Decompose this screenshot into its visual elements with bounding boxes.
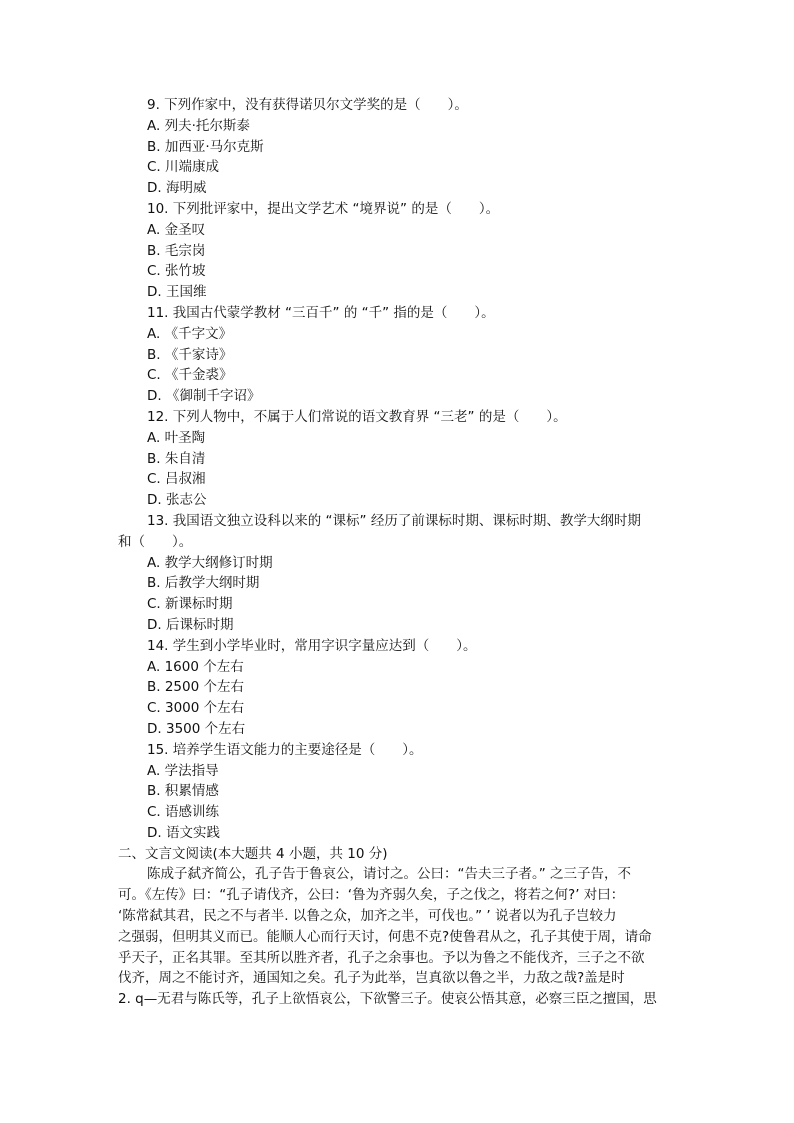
option-line: A. 金圣叹 [147,221,206,238]
option-line: A. 叶圣陶 [147,429,206,446]
option-line: D. 海明威 [147,180,207,197]
option-line: B. 毛宗岗 [147,242,206,259]
option-line: B. 《千家诗》 [147,346,233,363]
option-line: B. 朱自清 [147,450,206,467]
passage-paragraph-start: 陈成子弑齐简公，孔子告于鲁哀公，请讨之。公曰：“告夫三子者。” 之三子告，不 [147,866,632,883]
option-line: B. 加西亚·马尔克斯 [147,138,264,155]
question-continuation-line: 和（ ）。 [118,533,193,550]
question-line: 11. 我国古代蒙学教材 “三百千” 的 “千” 指的是（ ）。 [147,304,495,321]
passage-line: 2. q—无君与陈氏等，孔子上欲悟哀公，下欲警三子。使哀公悟其意，必察三臣之擅国，思 [118,991,657,1008]
option-line: D. 3500 个左右 [147,720,246,737]
option-line: D. 王国维 [147,284,207,301]
question-line: 14. 学生到小学毕业时，常用字识字量应达到（ ）。 [147,637,477,654]
option-line: D. 张志公 [147,492,207,509]
option-line: C. 吕叔湘 [147,471,206,488]
option-line: C. 张竹坡 [147,263,206,280]
question-line: 13. 我国语文独立设科以来的 “课标” 经历了前课标时期、课标时期、教学大纲时期 [147,512,641,529]
section-heading: 二、文言文阅读(本大题共 4 小题，共 10 分) [118,845,388,862]
option-line: B. 2500 个左右 [147,679,244,696]
document-body [0,95,794,1010]
option-line: A. 列夫·托尔斯泰 [147,117,250,134]
option-line: C. 新课标时期 [147,596,233,613]
question-line: 15. 培养学生语文能力的主要途径是（ ）。 [147,741,423,758]
question-line: 12. 下列人物中，不属于人们常说的语文教育界 “三老” 的是（ ）。 [147,408,567,425]
option-line: A. 1600 个左右 [147,658,244,675]
question-line: 9. 下列作家中，没有获得诺贝尔文学奖的是（ ）。 [147,97,468,113]
option-line: D. 《御制千字诏》 [147,388,261,405]
passage-line: 乎天子，正名其罪。至其所以胜齐者，孔子之余事也。予以为鲁之不能伐齐，三子之不欲 [118,949,645,966]
option-line: C. 3000 个左右 [147,700,245,717]
passage-line: 伐齐，周之不能讨齐，通国知之矣。孔子为此举，岂真欲以鲁之半，力敌之哉?盖是时 [118,970,625,987]
option-line: B. 后教学大纲时期 [147,575,260,592]
option-line: A. 《千字文》 [147,325,233,342]
passage-line: 之强弱，但明其义而已。能顺人心而行天讨，何患不克?使鲁君从之，孔子其使于周，请命 [118,928,652,945]
option-line: C. 《千金裘》 [147,367,233,384]
option-line: A. 学法指导 [147,762,219,779]
option-line: D. 语文实践 [147,824,220,841]
passage-line: 可。《左传》曰：“孔子请伐齐，公曰：‘鲁为齐弱久矣，子之伐之，将若之何?’ 对曰： [118,887,625,904]
option-line: C. 川端康成 [147,159,220,176]
option-line: D. 后课标时期 [147,616,234,633]
question-line: 10. 下列批评家中，提出文学艺术 “境界说” 的是（ ）。 [147,200,500,217]
option-line: C. 语感训练 [147,804,220,821]
passage-line: ‘陈常弑其君，民之不与者半. 以鲁之众，加齐之半，可伐也。” ’ 说者以为孔子岂较力 [118,908,617,925]
option-line: B. 积累情感 [147,783,219,800]
option-line: A. 教学大纲修订时期 [147,554,273,571]
